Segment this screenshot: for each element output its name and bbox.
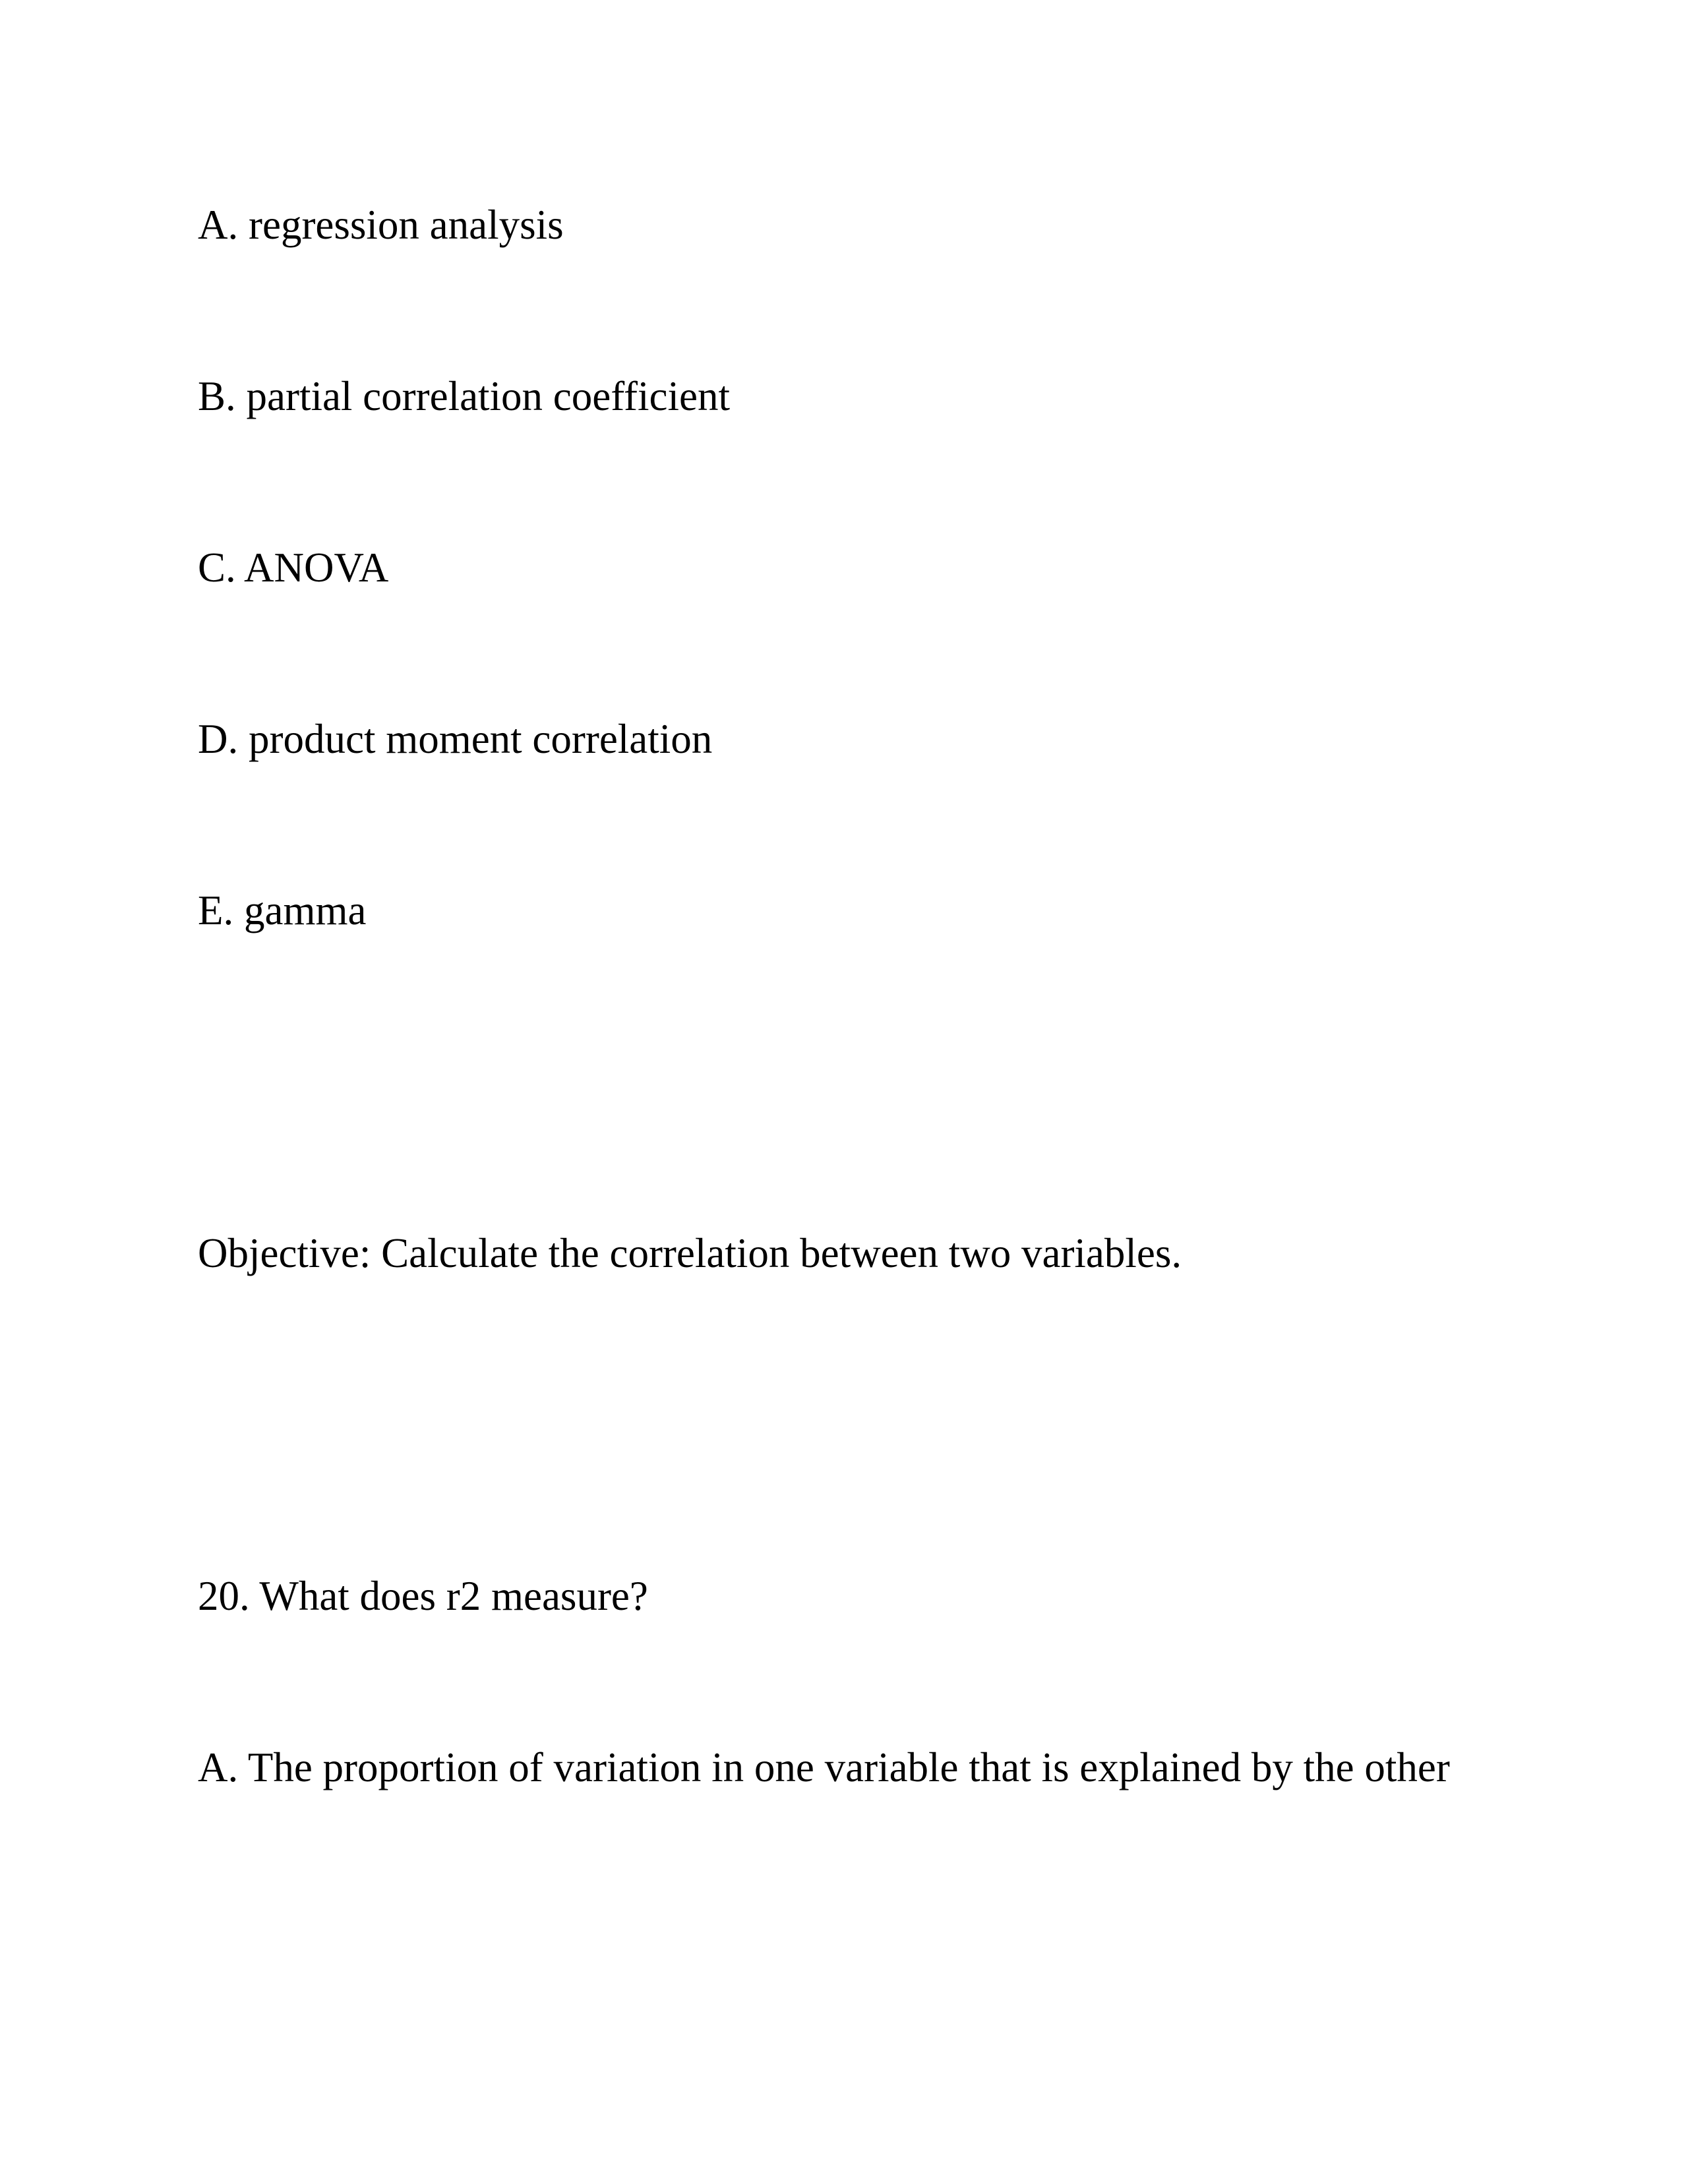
objective-text: Objective: Calculate the correlation between two variables. [198,1230,1182,1276]
option-e: E. gamma [198,887,367,933]
option-c: C. ANOVA [198,545,389,591]
option-d: D. product moment correlation [198,716,713,762]
question-20: 20. What does r2 measure? [198,1573,648,1619]
option-b: B. partial correlation coefficient [198,373,730,419]
option-a: A. regression analysis [198,202,564,248]
question-20-option-a: A. The proportion of variation in one variable that is explained by the other [198,1744,1450,1790]
